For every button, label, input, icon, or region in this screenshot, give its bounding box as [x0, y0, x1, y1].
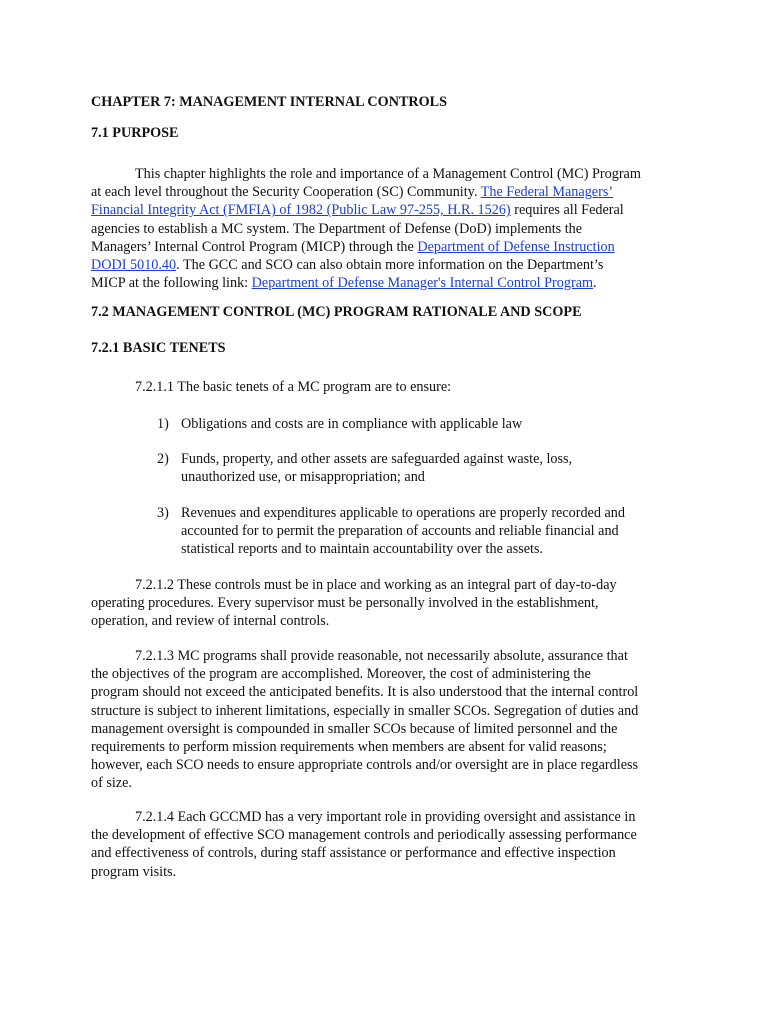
list-item-text: [181, 450, 681, 486]
paragraph-7-2-1-4: [91, 808, 681, 881]
paragraph-text: .: [593, 275, 597, 292]
list-item-line: accounted for to permit the preparation of accounts and reliable financial and: [181, 523, 619, 540]
dodi-link-continued[interactable]: DODI 5010.40: [91, 257, 177, 274]
paragraph-line: operating procedures. Every supervisor must be personally involved in the establishment,: [91, 595, 599, 612]
fmfia-link-continued[interactable]: Financial Integrity Act (FMFIA) of 1982 (Public Law 97-255, H.R. 1526): [91, 202, 511, 219]
section-7-2-1-heading: 7.2.1 BASIC TENETS: [91, 340, 226, 356]
list-item-line: Funds, property, and other assets are safeguarded against waste, loss,: [181, 451, 573, 467]
paragraph-7-2-1-2: [91, 576, 681, 631]
paragraph-text: MICP at the following link:: [91, 275, 252, 292]
paragraph-text: . The GCC and SCO can also obtain more information on the Department’s: [176, 257, 604, 274]
list-item-line: statistical reports and to maintain accountability over the assets.: [181, 541, 544, 558]
paragraph-line: [91, 256, 681, 274]
list-item-text: [181, 415, 681, 433]
paragraph-line: the development of effective SCO management controls and periodically assessing performance: [91, 827, 637, 844]
paragraph-line: This chapter highlights the role and importance of a Management Control (MC) Program: [135, 166, 641, 182]
paragraph-line: [91, 238, 681, 256]
section-7-2-heading: 7.2 MANAGEMENT CONTROL (MC) PROGRAM RATIONALE AND SCOPE: [91, 304, 582, 320]
chapter-title: CHAPTER 7: MANAGEMENT INTERNAL CONTROLS: [91, 94, 448, 110]
dodi-link[interactable]: Department of Defense Instruction: [417, 238, 615, 255]
paragraph-line: 7.2.1.3 MC programs shall provide reasonable, not necessarily absolute, assurance that: [135, 648, 628, 664]
paragraph-text: requires all Federal: [510, 202, 624, 219]
list-item-number: 2): [157, 451, 169, 467]
paragraph-line: agencies to establish a MC system. The Department of Defense (DoD) implements the: [91, 220, 583, 237]
paragraph-line: operation, and review of internal controls.: [91, 613, 330, 630]
paragraph-line: requirements to perform mission requirements when members are absent for valid reasons;: [91, 739, 607, 756]
paragraph-7-2-1-3: [91, 647, 681, 793]
micp-link[interactable]: Department of Defense Manager's Internal Control Program: [251, 275, 594, 292]
paragraph-line: [91, 183, 681, 201]
paragraph-7-2-1-1: 7.2.1.1 The basic tenets of a MC program are to ensure:: [135, 379, 452, 395]
paragraph-line: 7.2.1.4 Each GCCMD has a very important role in providing oversight and assistance in: [135, 809, 636, 825]
paragraph-line: of size.: [91, 775, 132, 792]
paragraph-line: and effectiveness of controls, during staff assistance or performance and effective inspection: [91, 845, 616, 862]
paragraph-text: Managers’ Internal Control Program (MICP) through the: [91, 238, 418, 255]
list-item-text: [181, 504, 681, 559]
fmfia-link[interactable]: The Federal Managers’: [480, 184, 614, 201]
section-7-1-paragraph: [91, 165, 681, 292]
paragraph-line: [91, 201, 681, 219]
paragraph-text: at each level throughout the Security Cooperation (SC) Community.: [91, 184, 481, 201]
paragraph-line: program should not exceed the anticipated benefits. It is also understood that the internal control: [91, 684, 639, 701]
paragraph-line: 7.2.1.2 These controls must be in place and working as an integral part of day-to-day: [135, 577, 617, 593]
paragraph-line: [91, 274, 681, 292]
paragraph-line: the objectives of the program are accomplished. Moreover, the cost of administering the: [91, 666, 591, 683]
paragraph-line: structure is subject to inherent limitations, especially in smaller SCOs. Segregation of duties and: [91, 702, 639, 719]
list-item-line: Revenues and expenditures applicable to operations are properly recorded and: [181, 505, 625, 521]
list-item-line: unauthorized use, or misappropriation; and: [181, 469, 425, 486]
paragraph-line: program visits.: [91, 863, 177, 880]
paragraph-line: management oversight is compounded in smaller SCOs because of limited personnel and the: [91, 720, 618, 737]
paragraph-line: however, each SCO needs to ensure appropriate controls and/or oversight are in place regardless: [91, 757, 639, 774]
section-7-1-heading: 7.1 PURPOSE: [91, 125, 179, 141]
list-item-number: 3): [157, 505, 169, 521]
list-item-line: Obligations and costs are in compliance with applicable law: [181, 416, 523, 432]
list-item-number: 1): [157, 416, 169, 432]
